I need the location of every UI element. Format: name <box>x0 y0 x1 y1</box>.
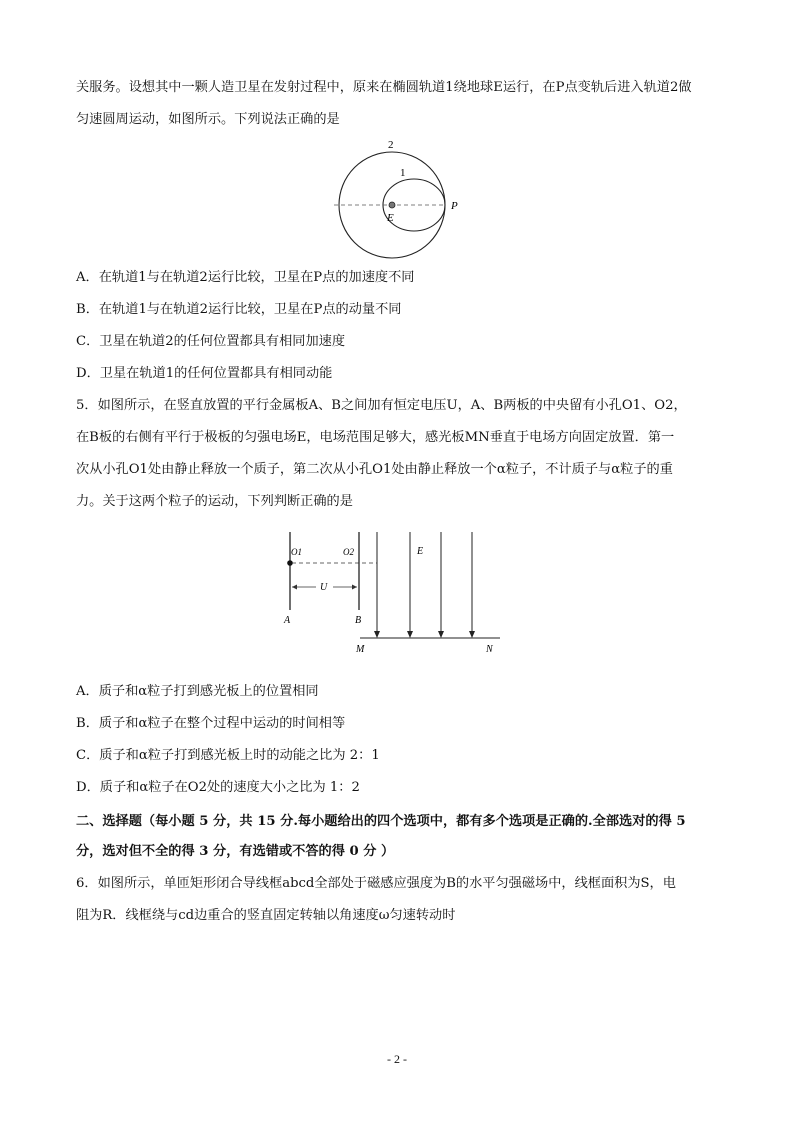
field-arrowheads <box>374 631 475 638</box>
q4-option-b: B．在轨道1与在轨道2运行比较，卫星在P点的动量不同 <box>76 302 402 317</box>
label-o1: O1 <box>291 547 302 557</box>
q5-stem-line-2: 在B板的右侧有平行于极板的匀强电场E，电场范围足够大，感光板MN垂直于电场方向固定放置．第一 <box>76 430 675 445</box>
q5-option-a: A．质子和α粒子打到感光板上的位置相同 <box>76 684 319 699</box>
label-b: B <box>355 615 362 626</box>
section-2-heading-line-2: 分，选对但不全的得 3 分，有选错或不答的得 0 分 ） <box>76 844 395 859</box>
voltage-arrow-right <box>352 585 357 590</box>
label-a: A <box>284 615 291 626</box>
orbit-figure <box>330 136 470 264</box>
field-arrow-3 <box>438 631 444 638</box>
label-orbit-1: 1 <box>400 167 406 179</box>
q4-option-d: D．卫星在轨道1的任何位置都具有相同动能 <box>76 366 333 381</box>
earth-dot <box>389 202 395 208</box>
label-orbit-2: 2 <box>388 139 394 151</box>
q5-stem-line-3: 次从小孔O1处由静止释放一个质子，第二次从小孔O1处由静止释放一个α粒子，不计质子与α粒子的重 <box>76 462 673 477</box>
label-m: M <box>356 644 365 655</box>
field-arrow-2 <box>407 631 413 638</box>
hole-o1-dot <box>287 560 293 566</box>
q6-line-1: 6．如图所示，单匝矩形闭合导线框abcd全部处于磁感应强度为B的水平匀强磁场中，线框面积为S，电 <box>76 876 676 891</box>
q4-option-a: A．在轨道1与在轨道2运行比较，卫星在P点的加速度不同 <box>76 270 415 285</box>
label-p: P <box>451 200 458 212</box>
q5-option-c: C．质子和α粒子打到感光板上时的动能之比为 2：1 <box>76 748 380 763</box>
label-u: U <box>320 582 328 593</box>
intro-line-1: 关服务。设想其中一颗人造卫星在发射过程中，原来在椭圆轨道1绕地球E运行，在P点变轨后进入轨道2做 <box>76 80 692 95</box>
label-earth: E <box>387 212 394 224</box>
intro-line-2: 匀速圆周运动，如图所示。下列说法正确的是 <box>76 112 340 127</box>
q5-stem-line-1: 5．如图所示，在竖直放置的平行金属板A、B之间加有恒定电压U，A、B两板的中央留有小孔O1、O2， <box>76 398 687 413</box>
page-number: - 2 - <box>387 1052 407 1066</box>
q6-line-2: 阻为R．线框绕与cd边重合的竖直固定转轴以角速度ω匀速转动时 <box>76 908 456 923</box>
q5-option-d: D．质子和α粒子在O2处的速度大小之比为 1：2 <box>76 780 360 795</box>
field-arrow-4 <box>469 631 475 638</box>
voltage-arrow-left <box>292 585 297 590</box>
capacitor-field-figure <box>280 528 510 658</box>
q4-option-c: C．卫星在轨道2的任何位置都具有相同加速度 <box>76 334 346 349</box>
q5-option-b: B．质子和α粒子在整个过程中运动的时间相等 <box>76 716 346 731</box>
section-2-heading-line-1: 二、选择题（每小题 5 分，共 15 分.每小题给出的四个选项中，都有多个选项是正确的.全部选对的得 5 <box>76 814 686 829</box>
q5-stem-line-4: 力。关于这两个粒子的运动，下列判断正确的是 <box>76 494 353 509</box>
label-n: N <box>486 644 493 655</box>
label-e: E <box>417 546 424 557</box>
label-o2: O2 <box>343 547 354 557</box>
field-arrow-1 <box>374 631 380 638</box>
field-lines <box>377 532 472 634</box>
